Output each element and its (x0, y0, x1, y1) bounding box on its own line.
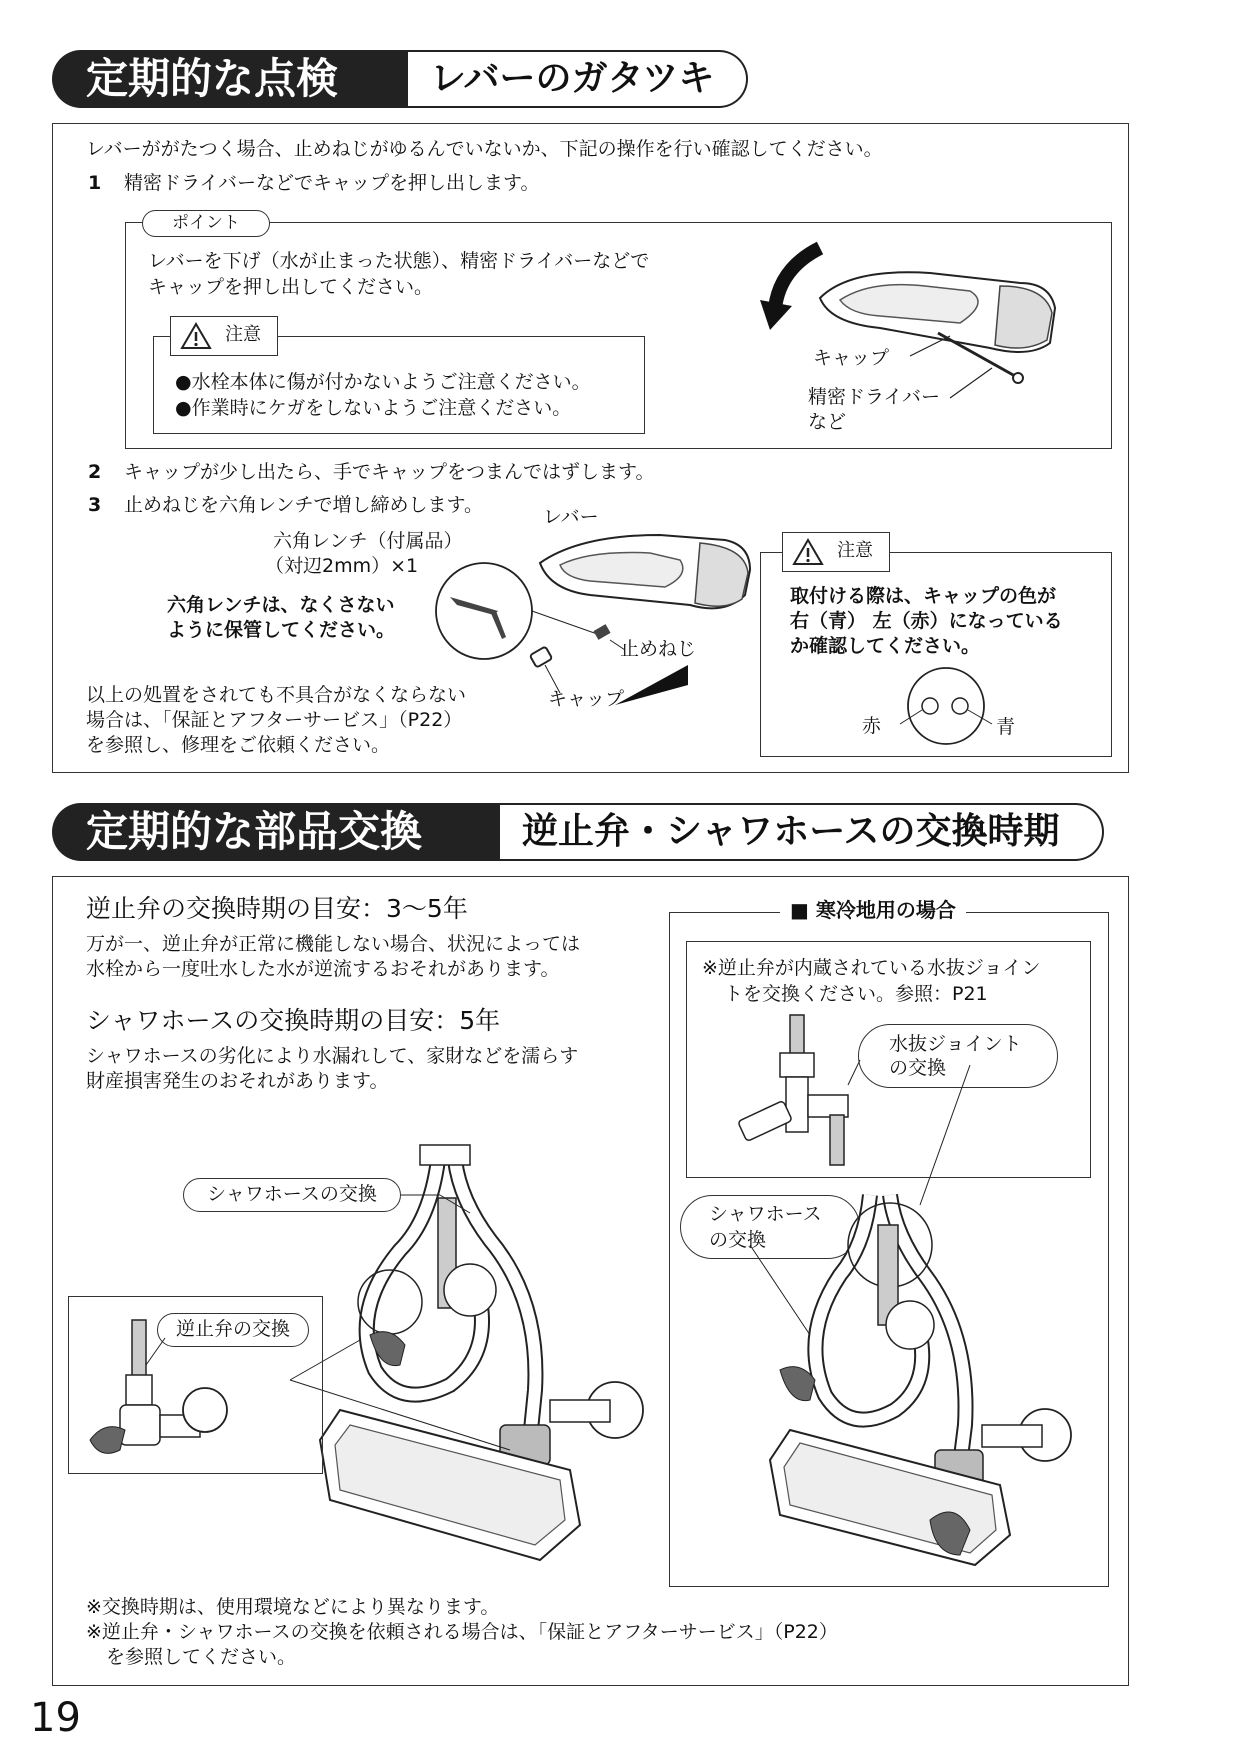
section1-note2: 場合は、「保証とアフターサービス」（P22） (86, 709, 463, 731)
fig1-driver-label2: など (808, 411, 847, 433)
wrench-lever-illustration (420, 515, 790, 745)
step-3-text: 止めねじを六角レンチで増し締めします。 (124, 494, 484, 516)
footnote3: を参照してください。 (106, 1646, 297, 1668)
step-3-number: 3 (88, 494, 102, 516)
color-blue-label: 青 (996, 716, 1016, 738)
section2-title: 定期的な部品交換 (52, 803, 500, 861)
section1-title: 定期的な点検 (52, 50, 408, 108)
cap-color-diagram (900, 668, 1020, 758)
lever-label: レバー (543, 506, 599, 528)
section1-intro: レバーががたつく場合、止めねじがゆるんでいないか、下記の操作を行い確認してください。 (86, 138, 883, 160)
cold-faucet-illustration (770, 1185, 1110, 1565)
screw-label: 止めねじ (620, 638, 697, 660)
section1-note1: 以上の処置をされても不具合がなくならない (86, 684, 467, 706)
section1-subtitle: レバーのガタツキ (408, 50, 748, 108)
cap-label: キャップ (548, 688, 625, 710)
point-line2: キャップを押し出してください。 (148, 276, 434, 298)
caution2-line3: か確認してください。 (790, 635, 981, 657)
caution2-line1: 取付ける際は、キャップの色が (790, 585, 1057, 607)
point-caution-tab (170, 316, 278, 356)
point-line1: レバーを下げ（水が止まった状態）、精密ドライバーなどで (148, 250, 650, 272)
color-red-label: 赤 (862, 715, 882, 737)
hose-text2: 財産損害発生のおそれがあります。 (86, 1070, 389, 1092)
step-1-number: 1 (88, 172, 102, 194)
section2-header (52, 803, 1104, 861)
joint-exchange-line2: の交換 (889, 1057, 947, 1079)
callout-lines (380, 1175, 580, 1235)
hose-exchange-label-text: シャワホースの交換 (207, 1183, 377, 1205)
step-2-number: 2 (88, 461, 102, 483)
warning-icon (181, 322, 211, 350)
step-1-text: 精密ドライバーなどでキャップを押し出します。 (124, 172, 540, 194)
wrench-keep2: ように保管してください。 (167, 619, 396, 641)
cold-region-title: ■ 寒冷地用の場合 (780, 898, 966, 923)
valve-exchange-label-text: 逆止弁の交換 (175, 1318, 290, 1340)
wrench-label1: 六角レンチ（付属品） (273, 530, 463, 552)
hose-text1: シャワホースの劣化により水漏れして、家財などを濡らす (86, 1045, 579, 1067)
point-caution-line1: ●水栓本体に傷が付かないようご注意ください。 (175, 371, 591, 393)
warning-icon (793, 538, 823, 566)
cold-note2: トを交換ください。参照：P21 (724, 983, 988, 1005)
drain-joint-illustration (720, 1015, 900, 1165)
point-label (142, 210, 270, 237)
cold-note1: ※逆止弁が内蔵されている水抜ジョイン (702, 957, 1041, 979)
valve-text1: 万が一、逆止弁が正常に機能しない場合、状況によっては (86, 933, 581, 955)
section1-header (52, 50, 748, 108)
footnote2: ※逆止弁・シャワホースの交換を依頼される場合は、「保証とアフターサービス」（P22） (86, 1621, 838, 1643)
valve-inset-illustration (80, 1320, 310, 1460)
page-number: 19 (30, 1695, 81, 1741)
section2-subtitle: 逆止弁・シャワホースの交換時期 (500, 803, 1104, 861)
footnote1: ※交換時期は、使用環境などにより異なります。 (86, 1596, 500, 1618)
wrench-label2: （対辺2mm）×1 (265, 555, 419, 577)
fig1-driver-label1: 精密ドライバー (808, 386, 941, 408)
joint-exchange-line1: 水抜ジョイント (889, 1033, 1022, 1055)
valve-text2: 水栓から一度吐水した水が逆流するおそれがあります。 (86, 958, 560, 980)
hose-heading: シャワホースの交換時期の目安：5年 (86, 1006, 501, 1035)
caution2-line2: 右（青） 左（赤）になっている (790, 610, 1063, 632)
wrench-keep1: 六角レンチは、なくさない (167, 594, 395, 616)
cold-hose-line1: シャワホース (709, 1203, 822, 1225)
fig1-cap-label: キャップ (813, 347, 890, 369)
caution2-label: 注意 (837, 540, 873, 561)
point-caution-line2: ●作業時にケガをしないようご注意ください。 (175, 397, 572, 419)
step-2-text: キャップが少し出たら、手でキャップをつまんではずします。 (124, 461, 655, 483)
caution2-tab (782, 532, 890, 572)
section1-note3: を参照し、修理をご依頼ください。 (86, 734, 391, 756)
cold-hose-line2: の交換 (709, 1229, 767, 1251)
point-caution-label: 注意 (225, 324, 261, 345)
valve-heading: 逆止弁の交換時期の目安：3～5年 (86, 894, 468, 923)
point-label-text: ポイント (172, 213, 240, 233)
hose-exchange-label (183, 1178, 401, 1212)
